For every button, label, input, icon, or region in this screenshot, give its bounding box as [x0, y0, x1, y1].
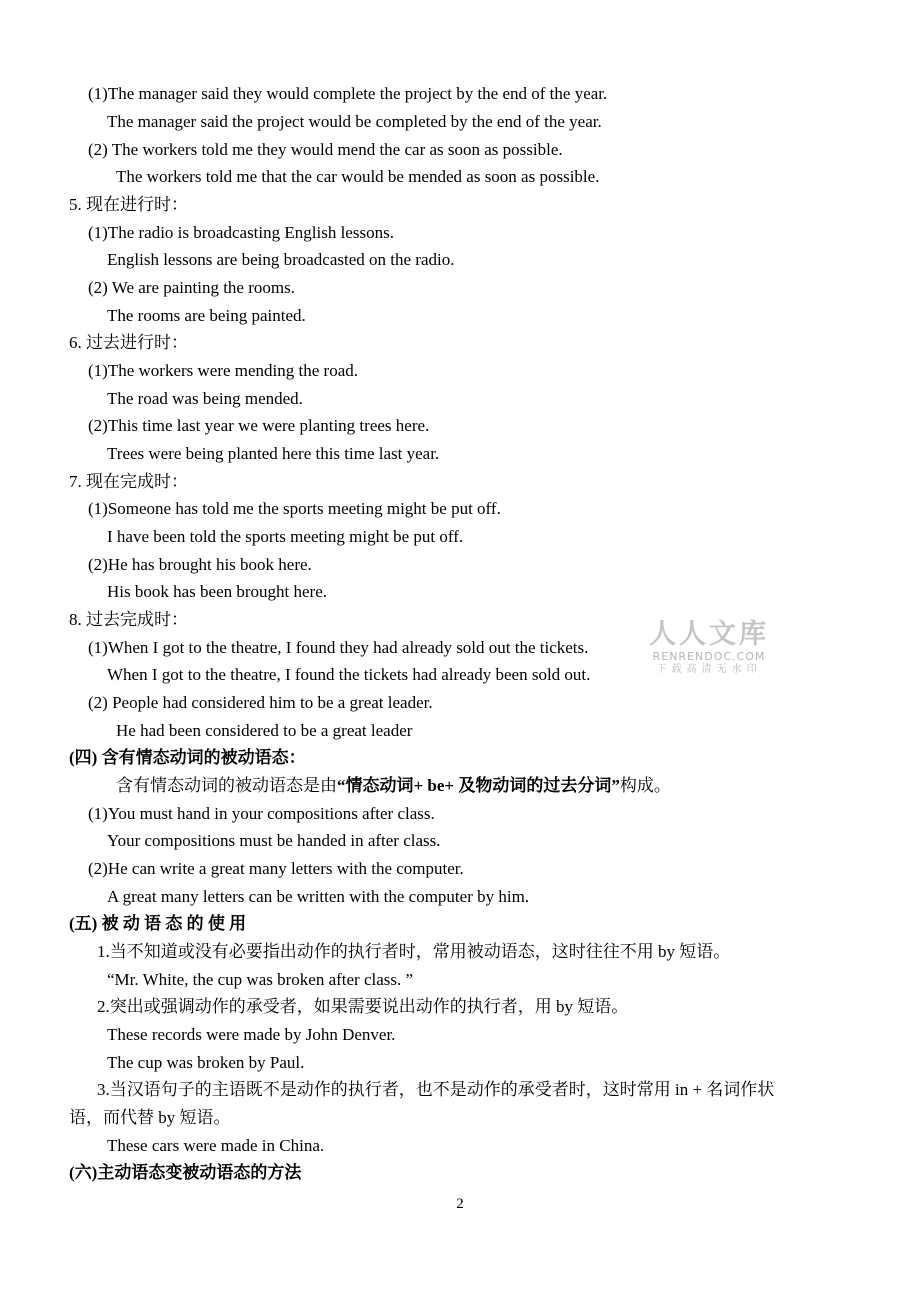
page-number: 2: [456, 1196, 464, 1212]
usage-rule-continued: 语，而代替 by 短语。: [69, 1108, 231, 1127]
example-sentence: (1)The workers were mending the road.: [88, 361, 359, 380]
example-sentence: These records were made by John Denver.: [107, 1025, 396, 1044]
example-sentence: “Mr. White, the cup was broken after class. ”: [107, 970, 414, 989]
example-sentence: (1)Someone has told me the sports meeting might be put off.: [88, 499, 501, 518]
section-heading-bold: (六)主动语态变被动语态的方法: [69, 1163, 302, 1182]
watermark-logo: [648, 620, 770, 676]
section-heading-bold: (五) 被 动 语 态 的 使 用: [69, 914, 247, 933]
example-sentence: A great many letters can be written with the computer by him.: [107, 887, 530, 906]
rule-statement: [116, 775, 671, 797]
example-sentence: (2) The workers told me they would mend the car as soon as possible.: [88, 140, 563, 159]
example-sentence: (2)This time last year we were planting trees here.: [88, 416, 430, 435]
example-sentence: (1)You must hand in your compositions after class.: [88, 804, 435, 823]
section-heading: 5. 现在进行时：: [69, 195, 188, 214]
example-sentence: His book has been brought here.: [107, 582, 328, 601]
example-sentence: Trees were being planted here this time last year.: [107, 444, 440, 463]
example-sentence: (1)When I got to the theatre, I found they had already sold out the tickets.: [88, 638, 589, 657]
usage-rule: 2.突出或强调动作的承受者，如果需要说出动作的执行者，用 by 短语。: [97, 997, 629, 1016]
usage-rule: 3.当汉语句子的主语既不是动作的执行者，也不是动作的承受者时，这时常用 in + 名词作状: [97, 1080, 775, 1099]
watermark-subtitle: 下载高清无水印: [656, 664, 762, 675]
section-heading: 8. 过去完成时：: [69, 610, 188, 629]
example-sentence: The road was being mended.: [107, 389, 303, 408]
example-sentence: (2) People had considered him to be a great leader.: [88, 693, 433, 712]
example-sentence: The rooms are being painted.: [107, 306, 306, 325]
example-sentence: I have been told the sports meeting might be put off.: [107, 527, 464, 546]
example-sentence: The manager said the project would be completed by the end of the year.: [107, 112, 602, 131]
example-sentence: Your compositions must be handed in after class.: [107, 831, 441, 850]
rule-text: 含有情态动词的被动语态是由: [116, 776, 337, 795]
example-sentence: (1)The radio is broadcasting English lessons.: [88, 223, 394, 242]
usage-rule: 1.当不知道或没有必要指出动作的执行者时，常用被动语态，这时往往不用 by 短语。: [97, 942, 731, 961]
example-sentence: The workers told me that the car would be mended as soon as possible.: [116, 167, 600, 186]
example-sentence: He had been considered to be a great leader: [116, 721, 413, 740]
example-sentence: (1)The manager said they would complete the project by the end of the year.: [88, 84, 608, 103]
watermark-url: RENRENDOC.COM: [652, 650, 766, 663]
section-heading: 6. 过去进行时：: [69, 333, 188, 352]
example-sentence: These cars were made in China.: [107, 1136, 325, 1155]
example-sentence: When I got to the theatre, I found the tickets had already been sold out.: [107, 665, 591, 684]
example-sentence: (2) We are painting the rooms.: [88, 278, 295, 297]
example-sentence: The cup was broken by Paul.: [107, 1053, 305, 1072]
watermark-title: 人人文库: [649, 619, 769, 650]
example-sentence: English lessons are being broadcasted on the radio.: [107, 250, 455, 269]
rule-formula: “情态动词+ be+ 及物动词的过去分词”: [337, 776, 620, 795]
section-heading: 7. 现在完成时：: [69, 472, 188, 491]
section-heading-bold: (四) 含有情态动词的被动语态：: [69, 748, 306, 767]
example-sentence: (2)He can write a great many letters with the computer.: [88, 859, 464, 878]
example-sentence: (2)He has brought his book here.: [88, 555, 312, 574]
rule-text-end: 构成。: [619, 776, 671, 795]
